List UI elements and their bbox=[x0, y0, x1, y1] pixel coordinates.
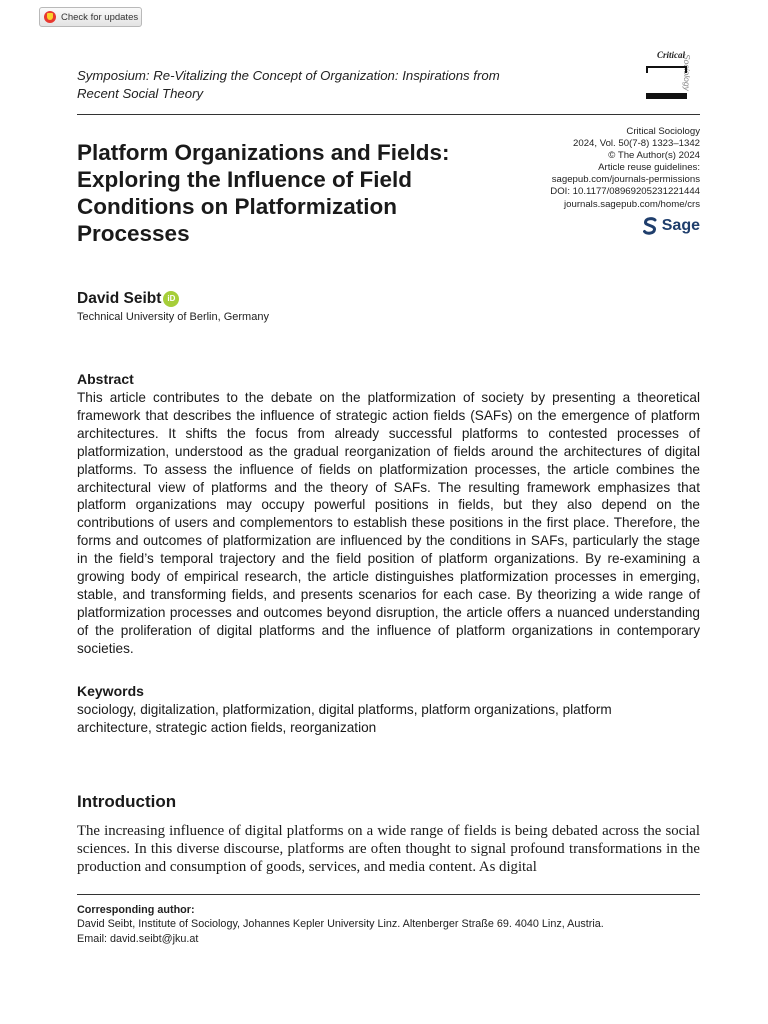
journal-logo-sociology: Sociology bbox=[682, 54, 692, 91]
abstract-heading: Abstract bbox=[77, 371, 134, 387]
journal-logo bbox=[645, 50, 705, 102]
series-title: Symposium: Re-Vitalizing the Concept of Organization: Inspirations from Recent Social Theory bbox=[77, 68, 500, 101]
check-for-updates-button[interactable] bbox=[39, 7, 142, 27]
author bbox=[77, 290, 179, 308]
introduction-heading: Introduction bbox=[77, 792, 177, 811]
keywords-text: sociology, digitalization, platformization, digital platforms, platform organizations, platform architecture, strategic action fields, reorganization bbox=[77, 702, 612, 735]
copyright: © The Author(s) 2024 bbox=[608, 150, 700, 162]
journal-link[interactable]: journals.sagepub.com/home/crs bbox=[564, 198, 700, 210]
article-title: Platform Organizations and Fields: Exploring the Influence of Field Conditions on Platformization Processes bbox=[77, 140, 450, 246]
header-rule bbox=[77, 114, 700, 115]
sage-s-icon bbox=[643, 217, 657, 235]
footnote-rule bbox=[77, 894, 700, 895]
corresponding-email[interactable]: Email: david.seibt@jku.at bbox=[77, 932, 199, 945]
reuse-label: Article reuse guidelines: bbox=[598, 162, 700, 174]
publication-info bbox=[480, 126, 700, 211]
journal-logo-bracket bbox=[646, 66, 687, 73]
abstract-text: This article contributes to the debate on the platformization of society by presenting a theoretical framework that describes the influence of strategic action fields (SAFs) on the emergence of platform architectures. It shifts the focus from already successful platforms to contested processes of platformization, understood as the gradual reorganization of fields around the architectures of digital platforms. To assess the influence of fields on platformization processes, the article combines the architectural view of platforms and the theory of SAFs. The resulting framework emphasizes that platform organizations may occupy powerful positions in fields, but they also depend on the contributions of users and complementors to establish these positions in the first place. Therefore, the forms and outcomes of platformization are influenced by the conditions in SAFs, particularly the stage in the field’s temporal trajectory and the field position of platform organizations. By re-examining a growing body of empirical research, the article distinguishes platformization processes in emerging, stable, and transforming fields, and presents scenarios for each case. By theorizing a wide range of platformization processes and outcomes beyond disruption, the article offers a nuanced understanding of the proliferation of digital platforms and the influence of platform organizations in contemporary societies. bbox=[77, 390, 700, 656]
doi[interactable]: DOI: 10.1177/08969205231221444 bbox=[550, 186, 700, 198]
corresponding-address: David Seibt, Institute of Sociology, Johannes Kepler University Linz. Altenberger Straße 69. 4040 Linz, Austria. bbox=[77, 918, 604, 931]
corresponding-heading: Corresponding author: bbox=[77, 904, 195, 916]
introduction-text: The increasing influence of digital platforms on a wide range of fields is being debated across the social sciences. In this diverse discourse, platforms are often thought to signal profound transformations in the production and consumption of goods, services, and media content. As digital bbox=[77, 823, 700, 875]
orcid-icon[interactable]: iD bbox=[163, 291, 179, 307]
journal-logo-critical: Critical bbox=[657, 50, 686, 60]
sage-name: Sage bbox=[661, 217, 700, 234]
sage-logo bbox=[643, 217, 700, 235]
bookmark-icon bbox=[44, 11, 56, 23]
volume-info: 2024, Vol. 50(7-8) 1323–1342 bbox=[573, 138, 700, 150]
keywords-heading: Keywords bbox=[77, 683, 144, 699]
journal-name: Critical Sociology bbox=[626, 126, 700, 137]
reuse-link[interactable]: sagepub.com/journals-permissions bbox=[551, 174, 700, 186]
author-name: David Seibt bbox=[77, 290, 162, 307]
journal-logo-bar bbox=[646, 93, 687, 99]
check-for-updates-label: Check for updates bbox=[61, 11, 139, 23]
author-affiliation: Technical University of Berlin, Germany bbox=[77, 311, 269, 323]
corresponding-author bbox=[77, 903, 700, 946]
